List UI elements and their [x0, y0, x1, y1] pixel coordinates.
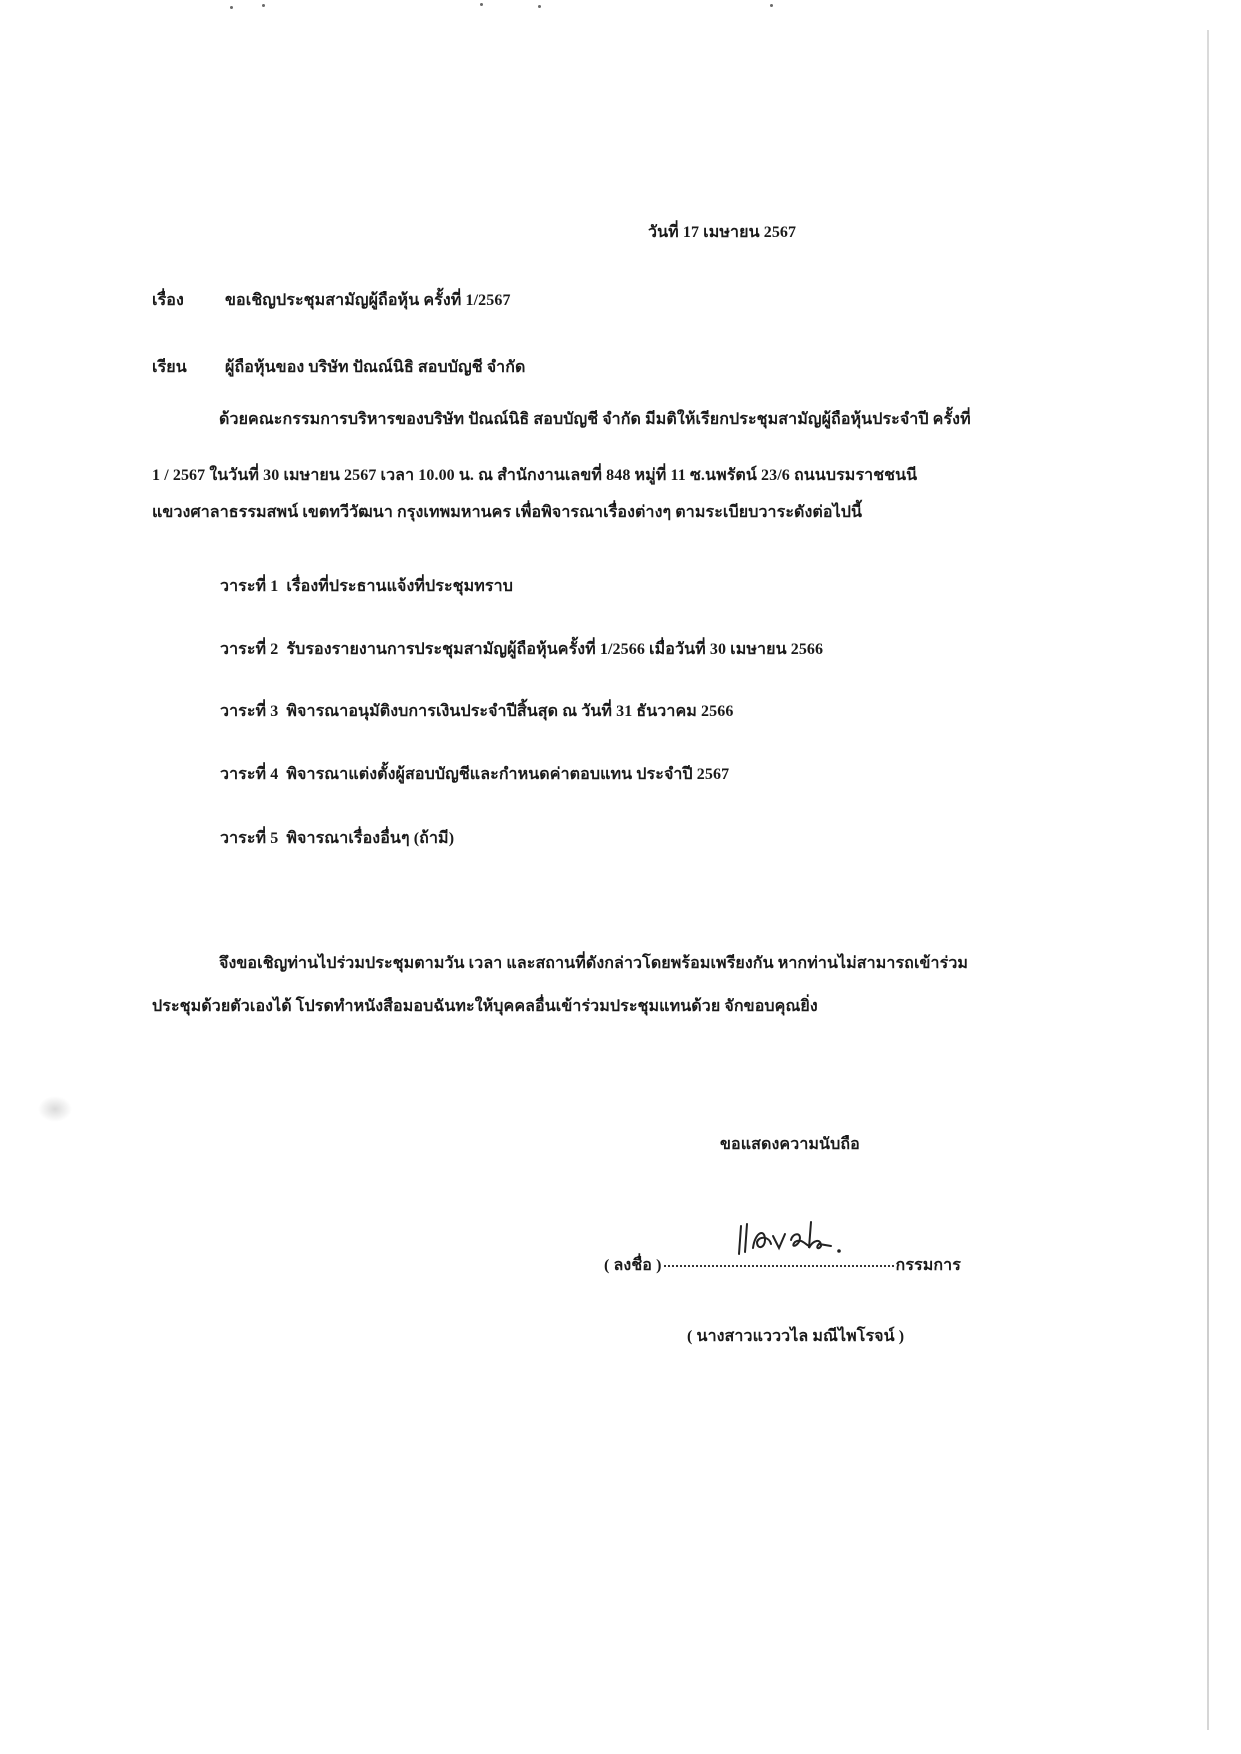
signature-title: กรรมการ	[895, 1257, 961, 1274]
signature-dotted-line	[664, 1265, 894, 1267]
closing-salutation: ขอแสดงความนับถือ	[720, 1136, 860, 1153]
agenda-item	[220, 574, 513, 599]
agenda-number: วาระที่ 4	[220, 766, 279, 783]
paragraph1-line1: ด้วยคณะกรรมการบริหารของบริษัท ปัณณ์นิธิ สอบบัญชี จำกัด มีมติให้เรียกประชุมสามัญผู้ถือหุ้นประจำปี ครั้งที่	[219, 411, 971, 428]
agenda-item	[220, 826, 454, 851]
signature-line	[604, 1253, 961, 1278]
letter-date: วันที่ 17 เมษายน 2567	[648, 224, 797, 241]
agenda-number: วาระที่ 3	[220, 703, 279, 720]
agenda-text: พิจารณาเรื่องอื่นๆ (ถ้ามี)	[286, 830, 455, 847]
scan-edge-line	[1207, 30, 1209, 1730]
paragraph1-line3: แขวงศาลาธรรมสพน์ เขตทวีวัฒนา กรุงเทพมหานคร เพื่อพิจารณาเรื่องต่างๆ ตามระเบียบวาระดังต่อไปนี้	[152, 504, 863, 521]
agenda-number: วาระที่ 1	[220, 578, 279, 595]
recipient-row	[152, 355, 526, 380]
agenda-text: รับรองรายงานการประชุมสามัญผู้ถือหุ้นครั้งที่ 1/2566 เมื่อวันที่ 30 เมษายน 2566	[286, 641, 824, 658]
agenda-text: พิจารณาแต่งตั้งผู้สอบบัญชีและกำหนดค่าตอบแทน ประจำปี 2567	[286, 766, 730, 783]
agenda-item	[220, 762, 729, 787]
subject-label: เรื่อง	[152, 292, 184, 309]
scan-smudge	[38, 1096, 72, 1122]
scan-specks	[230, 0, 830, 14]
paragraph2-line1: จึงขอเชิญท่านไปร่วมประชุมตามวัน เวลา และสถานที่ดังกล่าวโดยพร้อมเพรียงกัน หากท่านไม่สามารถเข้าร่วม	[219, 955, 969, 972]
paragraph2-line2: ประชุมด้วยตัวเองได้ โปรดทำหนังสือมอบฉันทะให้บุคคลอื่นเข้าร่วมประชุมแทนด้วย จักขอบคุณยิ่ง	[152, 998, 818, 1015]
recipient-label: เรียน	[152, 359, 187, 376]
recipient-text: ผู้ถือหุ้นของ บริษัท ปัณณ์นิธิ สอบบัญชี จำกัด	[225, 359, 526, 376]
paragraph1-line2: 1 / 2567 ในวันที่ 30 เมษายน 2567 เวลา 10.00 น. ณ สำนักงานเลขที่ 848 หมู่ที่ 11 ซ.นพรัตน์ 23/6 ถนนบรมราชชนนี	[152, 467, 918, 484]
agenda-item	[220, 699, 733, 724]
agenda-number: วาระที่ 2	[220, 641, 279, 658]
agenda-item	[220, 637, 823, 662]
signature-prefix: ( ลงชื่อ )	[604, 1257, 662, 1274]
agenda-number: วาระที่ 5	[220, 830, 279, 847]
signatory-name: ( นางสาวแวววไล มณีไพโรจน์ )	[687, 1328, 905, 1345]
agenda-text: เรื่องที่ประธานแจ้งที่ประชุมทราบ	[286, 578, 513, 595]
subject-row	[152, 288, 511, 313]
subject-text: ขอเชิญประชุมสามัญผู้ถือหุ้น ครั้งที่ 1/2567	[225, 292, 511, 309]
agenda-text: พิจารณาอนุมัติงบการเงินประจำปีสิ้นสุด ณ วันที่ 31 ธันวาคม 2566	[286, 703, 734, 720]
